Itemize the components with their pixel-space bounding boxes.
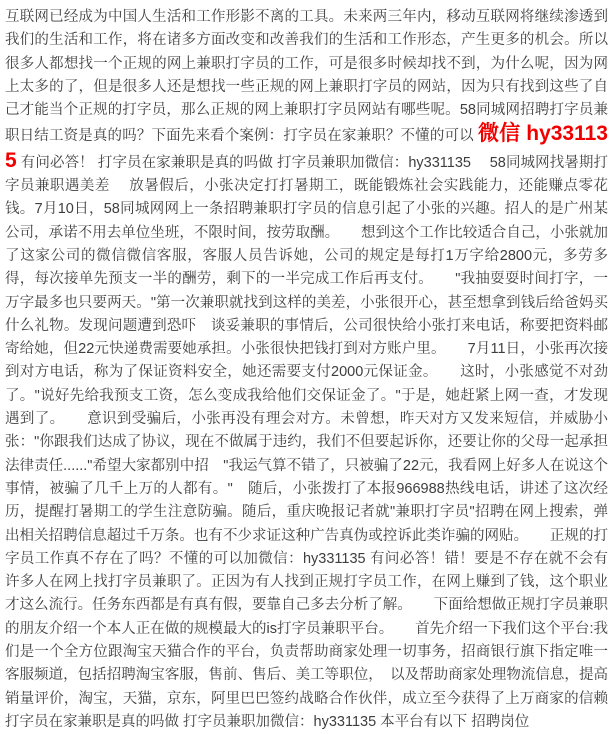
article-paragraph-part2: 有问必答！ 打字员在家兼职是真的吗做 打字员兼职加微信：hy331135 58同城网找暑期打字员兼职遇美差 放暑假后，小张决定打打暑期工，既能锻炼社会实践能力，还能赚点零花钱。7月10日，58同城网网上一条招聘兼职打字员的信息引起了小张的兴趣。招人的是广州某公司，承诺不用去单位坐班，不限时间，按劳取酬。 想到这个工作比较适合自己，小张就加了这家公司的微信微信客服，客服人员告诉她，公司的规定是每打1万字给2800元，多劳多得，每次接单先预支一半的酬劳，剩下的一半完成工作后再支付。 "我抽耍耍时间打字，一万字最多也只要两天。"第一次兼职就找到这样的美差，小张很开心，甚至想拿到钱后给爸妈买什么礼物。发现问题遭到恐吓 谈妥兼职的事情后，公司很快给小张打来电话，称要把资料邮寄给她，但22元快递费需要她承担。小张很快把钱打到对方账户里。 7月11日，小张再次接到对方电话，称为了保证资料安全，她还需要支付2000元保证金。 这时，小张感觉不对劲了。"说好先给我预支工资，怎么变成我给他们交保证金了。"于是，她赶紧上网一查，才发现遇到了。 意识到受骗后，小张再没有理会对方。未曾想，昨天对方又发来短信，并威胁小张："你跟我们达成了协议，现在不做属于违约，我们不但要起诉你，还要让你的父母一起承担法律责任......"希望大家都别中招 "我运气算不错了，只被骗了22元，我看网上好多人在说这个事情，被骗了几千上万的人都有。" 随后，小张拨打了本报966988热线电话，讲述了这次经历，提醒打暑期工的学生注意防骗。随后，重庆晚报记者就"兼职打字员"招聘在网上搜索，弹出相关招聘信息超过千万条。也有不少求证这种广告真伪或控诉此类诈骗的网贴。 正规的打字员工作真不存在了吗？不懂的可以加微信：hy331135 有问必答！错！要是不存在就不会有许多人在网上找打字员兼职了。正因为有人找到正规打字员工作，在网上赚到了钱，这个职业才这么流行。任务东西都是有真有假，要靠自己多去分析了解。 下面给想做正规打字员兼职的朋友介绍一个本人正在做的规模最大的is打字员兼职平台。 首先介绍一下我们这个平台:我们是一个全方位跟淘宝天猫合作的平台，负责帮助商家处理一切事务，招商银行旗下指定唯一客服频道，包括招聘淘宝客服，售前、售后、美工等职位， 以及帮助商家处理物流信息，提高销量评价，淘宝，天猫，京东，阿里巴巴签约战略合作伙伴，成立至今获得了上万商家的信赖 打字员在家兼职是真的吗做 打字员兼职加微信：hy331135 本平台有以下 招聘岗位 xyxy=(5,154,613,730)
wechat-contact-highlight: 微信 hy331135 xyxy=(5,122,608,172)
article-paragraph-part1: 互联网已经成为中国人生活和工作形影不离的工具。未来两三年内，移动互联网将继续渗透到我们的生活和工作，将在诸多方面改变和改善我们的生活和工作形态，产生更多的机会。所以很多人都想找一个正规的网上兼职打字员的工作，可是很多时候却找不到，为什么呢，因为网上太多的了，但是很多人还是想找一些正规的网上兼职打字员的网站，因为只有找到这些了自己才能当个正规的打字员，那么正规的网上兼职打字员网站有哪些呢。58同城网招聘打字员兼职日结工资是真的吗？下面先来看个案例：打字员在家兼职？不懂的可以 xyxy=(5,9,608,145)
